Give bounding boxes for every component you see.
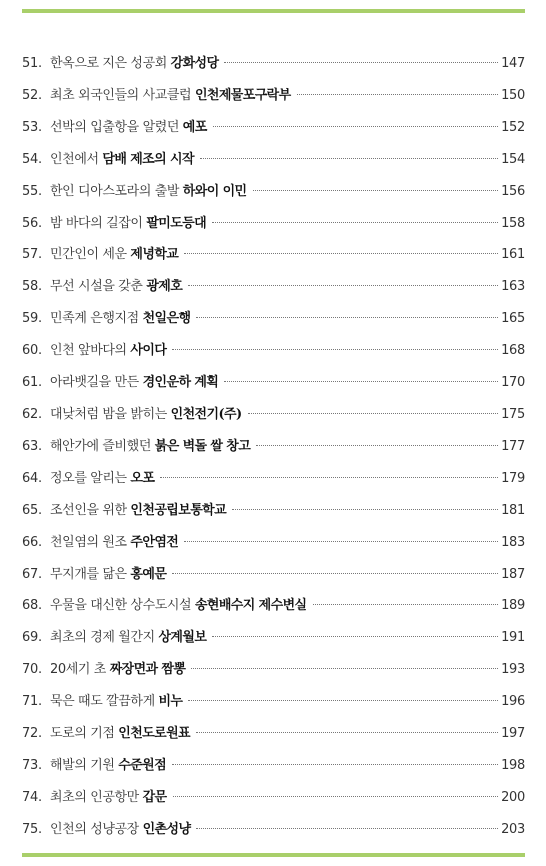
dot-leader xyxy=(188,700,498,701)
entry-title xyxy=(48,722,190,741)
entry-page-number: 165 xyxy=(501,311,525,327)
entry-title xyxy=(48,499,226,518)
toc-entry[interactable] xyxy=(22,722,525,754)
entry-page-number: 179 xyxy=(501,470,525,486)
dot-leader xyxy=(256,445,498,446)
entry-title-highlight: 천일은행 xyxy=(142,311,191,327)
entry-number: 74. xyxy=(22,789,42,805)
entry-title-plain: 한옥으로 지은 성공회 xyxy=(50,56,171,71)
dot-leader xyxy=(184,253,498,254)
entry-title-highlight: 팔미도등대 xyxy=(146,215,207,231)
entry-page-number: 187 xyxy=(501,566,525,582)
entry-number: 75. xyxy=(22,821,42,837)
dot-leader xyxy=(224,62,498,63)
entry-title-plain: 20세기 초 xyxy=(50,662,110,678)
entry-number: 54. xyxy=(22,151,42,167)
dot-leader xyxy=(200,158,498,159)
entry-number: 67. xyxy=(22,566,42,582)
entry-title xyxy=(48,531,178,550)
dot-leader xyxy=(188,285,498,286)
entry-title xyxy=(48,180,247,199)
entry-title-plain: 무선 시설을 갖춘 xyxy=(50,279,147,295)
entry-page-number: 198 xyxy=(501,757,525,773)
dot-leader xyxy=(184,541,498,542)
entry-number: 51. xyxy=(22,56,42,71)
dot-leader xyxy=(253,190,499,191)
entry-title-plain: 최초의 인공항만 xyxy=(50,789,143,805)
entry-number: 52. xyxy=(22,87,42,103)
dot-leader xyxy=(196,317,498,318)
toc-entry[interactable] xyxy=(22,84,525,116)
entry-number: 56. xyxy=(22,215,42,231)
toc-entry[interactable] xyxy=(22,531,525,563)
entry-number: 58. xyxy=(22,279,42,295)
entry-title xyxy=(48,275,182,294)
entry-title-highlight: 붉은 벽돌 쌀 창고 xyxy=(154,438,251,454)
toc-entry[interactable] xyxy=(22,116,525,148)
entry-title-plain: 도로의 기점 xyxy=(50,726,119,742)
entry-title-highlight: 인천제물포구락부 xyxy=(194,87,291,103)
entry-title-plain: 최초의 경제 월간지 xyxy=(50,630,159,646)
entry-title-highlight: 강화성당 xyxy=(170,56,219,71)
toc-entry[interactable] xyxy=(22,690,525,722)
entry-number: 70. xyxy=(22,662,42,678)
entry-page-number: 147 xyxy=(501,56,525,71)
toc-entry[interactable] xyxy=(22,371,525,403)
entry-page-number: 152 xyxy=(501,119,525,135)
entry-title-highlight: 경인운하 계획 xyxy=(142,375,219,391)
entry-title xyxy=(48,626,206,645)
entry-title xyxy=(48,148,194,167)
entry-title-plain: 대낮처럼 밤을 밝히는 xyxy=(50,406,171,422)
toc-entry[interactable] xyxy=(22,818,525,850)
entry-title-highlight: 홍예문 xyxy=(130,566,167,582)
dot-leader xyxy=(213,126,498,127)
dot-leader xyxy=(173,796,499,797)
entry-page-number: 191 xyxy=(501,630,525,646)
dot-leader xyxy=(224,381,498,382)
entry-title-plain: 묵은 때도 깔끔하게 xyxy=(50,694,159,710)
entry-title-plain: 정오를 알리는 xyxy=(50,470,131,486)
toc-entry[interactable] xyxy=(22,594,525,626)
entry-page-number: 177 xyxy=(501,438,525,454)
toc-entry[interactable] xyxy=(22,467,525,499)
entry-title-plain: 조선인을 위한 xyxy=(50,502,131,518)
entry-title xyxy=(48,116,207,135)
entry-title-highlight: 수준원점 xyxy=(118,757,167,773)
toc-entry[interactable] xyxy=(22,435,525,467)
entry-title xyxy=(48,212,206,231)
entry-title-highlight: 사이다 xyxy=(130,343,167,359)
toc-entry[interactable] xyxy=(22,307,525,339)
entry-number: 60. xyxy=(22,343,42,359)
entry-title xyxy=(48,371,218,390)
entry-title xyxy=(48,786,167,805)
dot-leader xyxy=(297,94,498,95)
entry-title-highlight: 주안염전 xyxy=(130,534,179,550)
toc-entry[interactable] xyxy=(22,275,525,307)
entry-title-plain: 민족계 은행지점 xyxy=(50,311,143,327)
entry-title-highlight: 인천도로원표 xyxy=(118,726,191,742)
entry-title-plain: 우물을 대신한 상수도시설 xyxy=(50,598,195,614)
entry-page-number: 150 xyxy=(501,87,525,103)
dot-leader xyxy=(313,604,499,605)
entry-title xyxy=(48,754,166,773)
entry-title xyxy=(48,403,242,422)
entry-title-plain: 한인 디아스포라의 출발 xyxy=(50,183,183,199)
entry-title-highlight: 광제호 xyxy=(146,279,183,295)
entry-title-plain: 인천 앞바다의 xyxy=(50,343,131,359)
entry-title-plain: 인천의 성냥공장 xyxy=(50,821,143,837)
entry-title-highlight: 짜장면과 짬뽕 xyxy=(109,662,186,678)
toc-entry[interactable] xyxy=(22,148,525,180)
entry-title-highlight: 인촌성냥 xyxy=(142,821,191,837)
dot-leader xyxy=(248,413,499,414)
entry-title xyxy=(48,467,154,486)
entry-number: 64. xyxy=(22,470,42,486)
entry-title-plain: 해발의 기원 xyxy=(50,757,119,773)
dot-leader xyxy=(196,828,498,829)
entry-number: 73. xyxy=(22,757,42,773)
entry-title-plain: 밤 바다의 길잡이 xyxy=(50,215,147,231)
toc-entry[interactable] xyxy=(22,403,525,435)
entry-page-number: 154 xyxy=(501,151,525,167)
entry-title xyxy=(48,690,182,709)
entry-page-number: 183 xyxy=(501,534,525,550)
toc-entry[interactable] xyxy=(22,658,525,690)
entry-number: 69. xyxy=(22,630,42,646)
entry-page-number: 181 xyxy=(501,502,525,518)
entry-number: 65. xyxy=(22,502,42,518)
top-rule xyxy=(22,9,525,13)
entry-title-plain: 인천에서 xyxy=(50,151,103,167)
entry-title xyxy=(48,818,190,837)
toc-entry[interactable] xyxy=(22,243,525,275)
toc-entry[interactable] xyxy=(22,212,525,244)
entry-title-highlight: 비누 xyxy=(158,694,183,710)
entry-number: 66. xyxy=(22,534,42,550)
dot-leader xyxy=(212,636,498,637)
toc-entry[interactable] xyxy=(22,754,525,786)
entry-title-plain: 아라뱃길을 만든 xyxy=(50,375,143,391)
dot-leader xyxy=(172,349,498,350)
bottom-rule xyxy=(22,853,525,857)
dot-leader xyxy=(191,668,498,669)
dot-leader xyxy=(212,222,498,223)
entry-number: 71. xyxy=(22,694,42,710)
dot-leader xyxy=(172,764,498,765)
entry-title xyxy=(48,563,166,582)
toc-entry[interactable] xyxy=(22,499,525,531)
entry-page-number: 203 xyxy=(501,821,525,837)
entry-page-number: 196 xyxy=(501,694,525,710)
entry-title-plain: 최초 외국인들의 사교클럽 xyxy=(50,87,195,103)
entry-number: 53. xyxy=(22,119,42,135)
entry-number: 55. xyxy=(22,183,42,199)
entry-page-number: 175 xyxy=(501,406,525,422)
entry-title-highlight: 하와이 이민 xyxy=(182,183,247,199)
entry-page-number: 189 xyxy=(501,598,525,614)
dot-leader xyxy=(172,573,498,574)
entry-title-highlight: 예포 xyxy=(182,119,207,135)
entry-page-number: 156 xyxy=(501,183,525,199)
entry-title xyxy=(48,307,190,326)
toc-entry[interactable] xyxy=(22,563,525,595)
entry-page-number: 168 xyxy=(501,343,525,359)
entry-title-plain: 선박의 입출항을 알렸던 xyxy=(50,119,183,135)
entry-page-number: 197 xyxy=(501,726,525,742)
entry-title-plain: 무지개를 닮은 xyxy=(50,566,131,582)
entry-title xyxy=(48,594,307,613)
entry-title-highlight: 담배 제조의 시작 xyxy=(102,151,194,167)
entry-title-highlight: 인천공립보통학교 xyxy=(130,502,227,518)
entry-page-number: 161 xyxy=(501,247,525,263)
entry-title-plain: 민간인이 세운 xyxy=(50,247,131,263)
entry-number: 57. xyxy=(22,247,42,263)
entry-number: 61. xyxy=(22,375,42,391)
toc-entry[interactable] xyxy=(22,786,525,818)
entry-page-number: 200 xyxy=(501,789,525,805)
entry-title xyxy=(48,339,166,358)
dot-leader xyxy=(160,477,498,478)
toc-entry[interactable] xyxy=(22,339,525,371)
entry-title-highlight: 인천전기(주) xyxy=(170,406,242,422)
entry-title-highlight: 오포 xyxy=(130,470,155,486)
toc-entry[interactable] xyxy=(22,626,525,658)
entry-title xyxy=(48,435,250,454)
table-of-contents xyxy=(22,52,525,850)
entry-number: 68. xyxy=(22,598,42,614)
entry-title-highlight: 송현배수지 제수변실 xyxy=(194,598,307,614)
entry-title-highlight: 상계월보 xyxy=(158,630,207,646)
entry-number: 59. xyxy=(22,311,42,327)
entry-number: 62. xyxy=(22,406,42,422)
dot-leader xyxy=(232,509,498,510)
dot-leader xyxy=(196,732,498,733)
entry-title xyxy=(48,52,218,71)
entry-title-highlight: 갑문 xyxy=(142,789,167,805)
entry-page-number: 170 xyxy=(501,375,525,391)
toc-entry[interactable] xyxy=(22,52,525,84)
entry-title-plain: 해안가에 즐비했던 xyxy=(50,438,155,454)
entry-title xyxy=(48,658,185,677)
entry-title xyxy=(48,84,291,103)
entry-number: 72. xyxy=(22,726,42,742)
toc-entry[interactable] xyxy=(22,180,525,212)
entry-page-number: 158 xyxy=(501,215,525,231)
entry-title-highlight: 제녕학교 xyxy=(130,247,179,263)
entry-title xyxy=(48,243,178,262)
entry-page-number: 163 xyxy=(501,279,525,295)
entry-page-number: 193 xyxy=(501,662,525,678)
entry-number: 63. xyxy=(22,438,42,454)
entry-title-plain: 천일염의 원조 xyxy=(50,534,131,550)
